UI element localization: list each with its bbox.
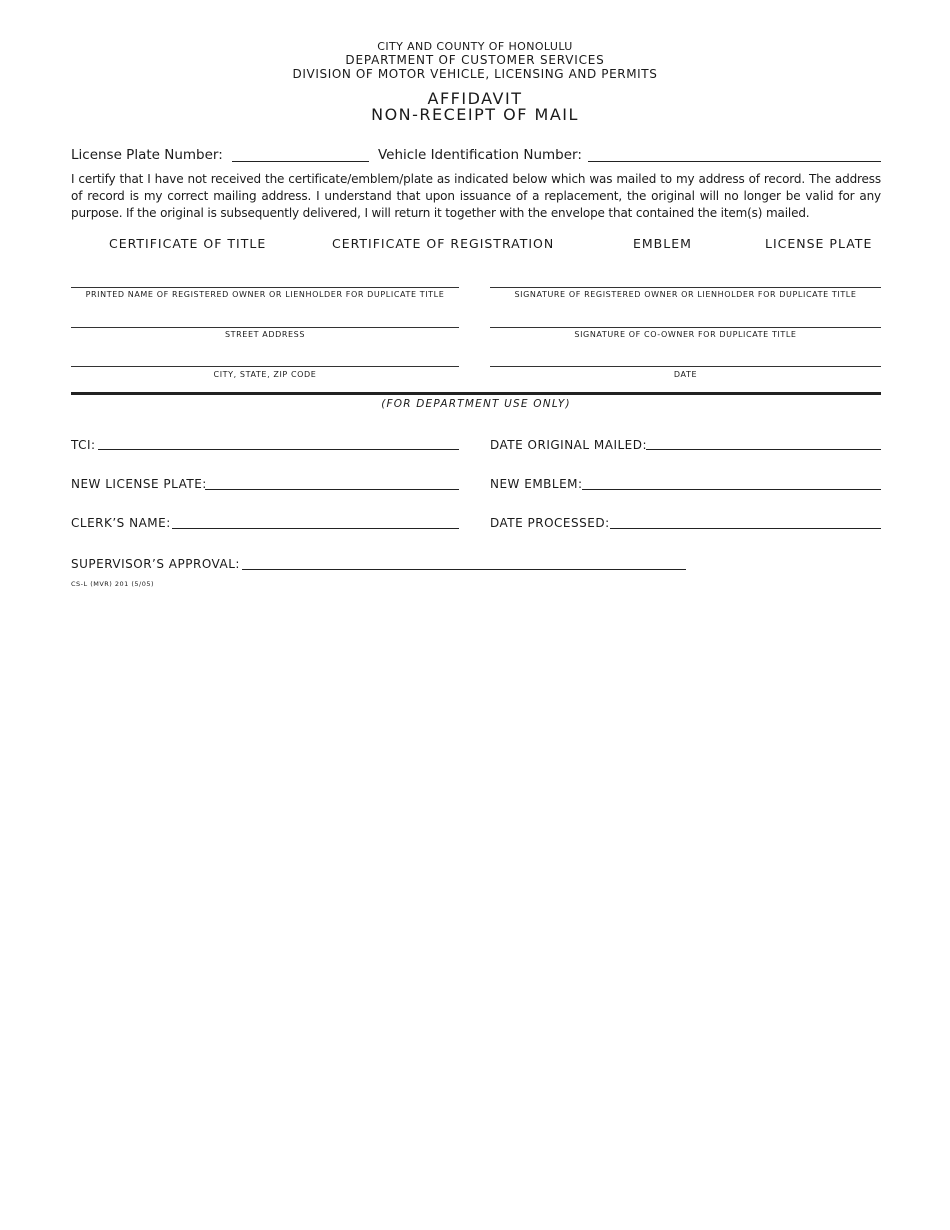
street-address-line[interactable] <box>71 327 459 328</box>
clerks-name-label: CLERK’S NAME: <box>71 516 171 530</box>
tci-field[interactable] <box>98 449 459 450</box>
tci-label: TCI: <box>71 438 96 452</box>
owner-signature-line[interactable] <box>490 287 881 288</box>
date-processed-label: DATE PROCESSED: <box>490 516 610 530</box>
section-divider <box>71 392 881 395</box>
form-number: CS-L (MVR) 201 (5/05) <box>71 580 155 588</box>
printed-name-line[interactable] <box>71 287 459 288</box>
supervisor-approval-field[interactable] <box>242 569 686 570</box>
owner-signature-caption: SIGNATURE OF REGISTERED OWNER OR LIENHOLDER FOR DUPLICATE TITLE <box>514 290 857 299</box>
header-division: DIVISION OF MOTOR VEHICLE, LICENSING AND PERMITS <box>292 67 658 81</box>
supervisor-approval-label: SUPERVISOR’S APPROVAL: <box>71 557 240 571</box>
header-city: CITY AND COUNTY OF HONOLULU <box>377 40 573 53</box>
printed-name-caption: PRINTED NAME OF REGISTERED OWNER OR LIENHOLDER FOR DUPLICATE TITLE <box>85 290 445 299</box>
date-caption: DATE <box>673 370 698 379</box>
form-subtitle: NON-RECEIPT OF MAIL <box>371 105 579 124</box>
form-title: AFFIDAVIT <box>427 89 523 108</box>
city-state-zip-line[interactable] <box>71 366 459 367</box>
certification-statement: I certify that I have not received the certificate/emblem/plate as indicated below which was mailed to my address of record. The address of record is my correct mailing address. I understand that upon issuance of a replacement, the original will no longer be valid for any purpose. If the original is subsequently delivered, I will return it together with the envelope that contained the item(s) mailed. <box>71 172 881 220</box>
vin-field[interactable] <box>588 161 881 162</box>
date-line[interactable] <box>490 366 881 367</box>
clerks-name-field[interactable] <box>172 528 459 529</box>
date-original-mailed-field[interactable] <box>646 449 881 450</box>
license-plate-label: License Plate Number: <box>71 147 223 163</box>
new-license-plate-label: NEW LICENSE PLATE: <box>71 477 207 491</box>
header-department: DEPARTMENT OF CUSTOMER SERVICES <box>345 53 605 67</box>
coowner-signature-caption: SIGNATURE OF CO-OWNER FOR DUPLICATE TITLE <box>574 330 797 339</box>
license-plate-field[interactable] <box>232 161 369 162</box>
city-state-zip-caption: CITY, STATE, ZIP CODE <box>213 370 317 379</box>
option-license-plate[interactable]: LICENSE PLATE <box>765 236 873 251</box>
date-processed-field[interactable] <box>610 528 881 529</box>
date-original-mailed-label: DATE ORIGINAL MAILED: <box>490 438 648 452</box>
coowner-signature-line[interactable] <box>490 327 881 328</box>
new-license-plate-field[interactable] <box>205 489 459 490</box>
vehicle-id-row <box>71 147 881 165</box>
department-use-heading: (FOR DEPARTMENT USE ONLY) <box>381 398 571 410</box>
option-certificate-of-title[interactable]: CERTIFICATE OF TITLE <box>109 236 267 251</box>
street-address-caption: STREET ADDRESS <box>224 330 306 339</box>
new-emblem-label: NEW EMBLEM: <box>490 477 583 491</box>
option-certificate-of-registration[interactable]: CERTIFICATE OF REGISTRATION <box>332 236 555 251</box>
option-emblem[interactable]: EMBLEM <box>633 236 692 251</box>
new-emblem-field[interactable] <box>582 489 881 490</box>
vin-label: Vehicle Identification Number: <box>378 147 582 163</box>
